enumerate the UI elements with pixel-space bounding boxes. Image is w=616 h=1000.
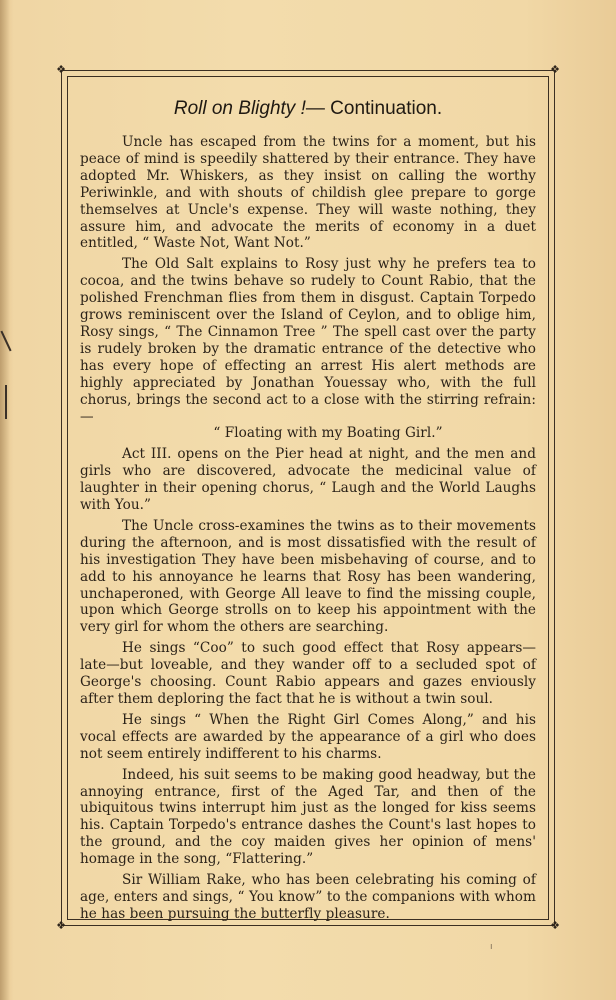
paragraph-text: The Old Salt explains to Rosy just why he prefers tea to cocoa, and the twins behave so rudely to Count Rabio, that the polished Frenchman flies from them in disgust. Captain Torpedo grows reminiscent over the Island of Ceylon, and to oblige him, Rosy sings, “ The Cinnamon Tree ” The spell cast over the party is rudely broken by the dramatic entrance of the detective who has every hope of effecting an arrest His alert methods are highly appreciated by Jonathan Youessay who, with the full chorus, brings the second act to a close with the stirring refrain:— — [80, 256, 536, 425]
paragraph: The Uncle cross-examines the twins as to their movements during the afternoon, and is most dissatisfied with the result of his investigation They have been misbehaving of course, and to add to his annoyance he learns that Rosy has been wandering, unchaperoned, with George All leave to find the missing couple, upon which George strolls on to keep his appointment with the very girl for whom the others are searching. — [80, 517, 536, 636]
paragraph: Indeed, his suit seems to be making good headway, but the annoying entrance, first of the Aged Tar, and then of the ubiquitous twins interrupt him just as the longed for kiss seems his. Captain Torpedo's entrance dashes the Count's last hopes to the ground, and the coy maiden gives her opinion of mens' homage in the song, “Flattering.” — [80, 766, 536, 868]
page-fold-shadow — [0, 0, 10, 1000]
paragraph: Act III. opens on the Pier head at night, and the men and girls who are discovered, advocate the medicinal value of laughter in their opening chorus, “ Laugh and the World Laughs with You.” — [80, 446, 536, 514]
song-title-line: “ Floating with my Boating Girl.” — [213, 425, 443, 442]
page-content — [80, 96, 536, 927]
paragraph: Sir William Rake, who has been celebrating his coming of age, enters and sings, “ You know” to the companions with whom he has been pursuing the butterfly pleasure. — [80, 872, 536, 922]
corner-ornament-icon: ❖ — [56, 919, 66, 932]
corner-ornament-icon: ❖ — [56, 63, 66, 76]
page-title-rest: — Continuation. — [305, 98, 443, 119]
corner-ornament-icon: ❖ — [550, 919, 560, 932]
paragraph — [80, 256, 536, 442]
paragraph: He sings “Coo” to such good effect that Rosy appears— late—but loveable, and they wander off to a secluded spot of George's choosing. Count Rabio appears and gazes enviously after them deploring the fact that he is without a twin soul. — [80, 640, 536, 707]
page-title-italic: Roll on Blighty ! — [173, 98, 306, 119]
corner-ornament-icon: ❖ — [550, 63, 560, 76]
page-speck: ı — [490, 942, 493, 952]
paragraph: He sings “ When the Right Girl Comes Along,” and his vocal effects are awarded by the appearance of a girl who does not seem entirely indifferent to his charms. — [80, 711, 536, 762]
paragraph: Uncle has escaped from the twins for a moment, but his peace of mind is speedily shattered by their entrance. They have adopted Mr. Whiskers, as they insist on calling the worthy Periwinkle, and with shouts of childish glee prepare to gorge themselves at Uncle's expense. They will waste nothing, they assure him, and advocate the merits of economy in a duet entitled, “ Waste Not, Want Not.” — [80, 134, 536, 252]
binding-stitch-bottom — [5, 385, 7, 419]
page-title — [80, 96, 536, 122]
